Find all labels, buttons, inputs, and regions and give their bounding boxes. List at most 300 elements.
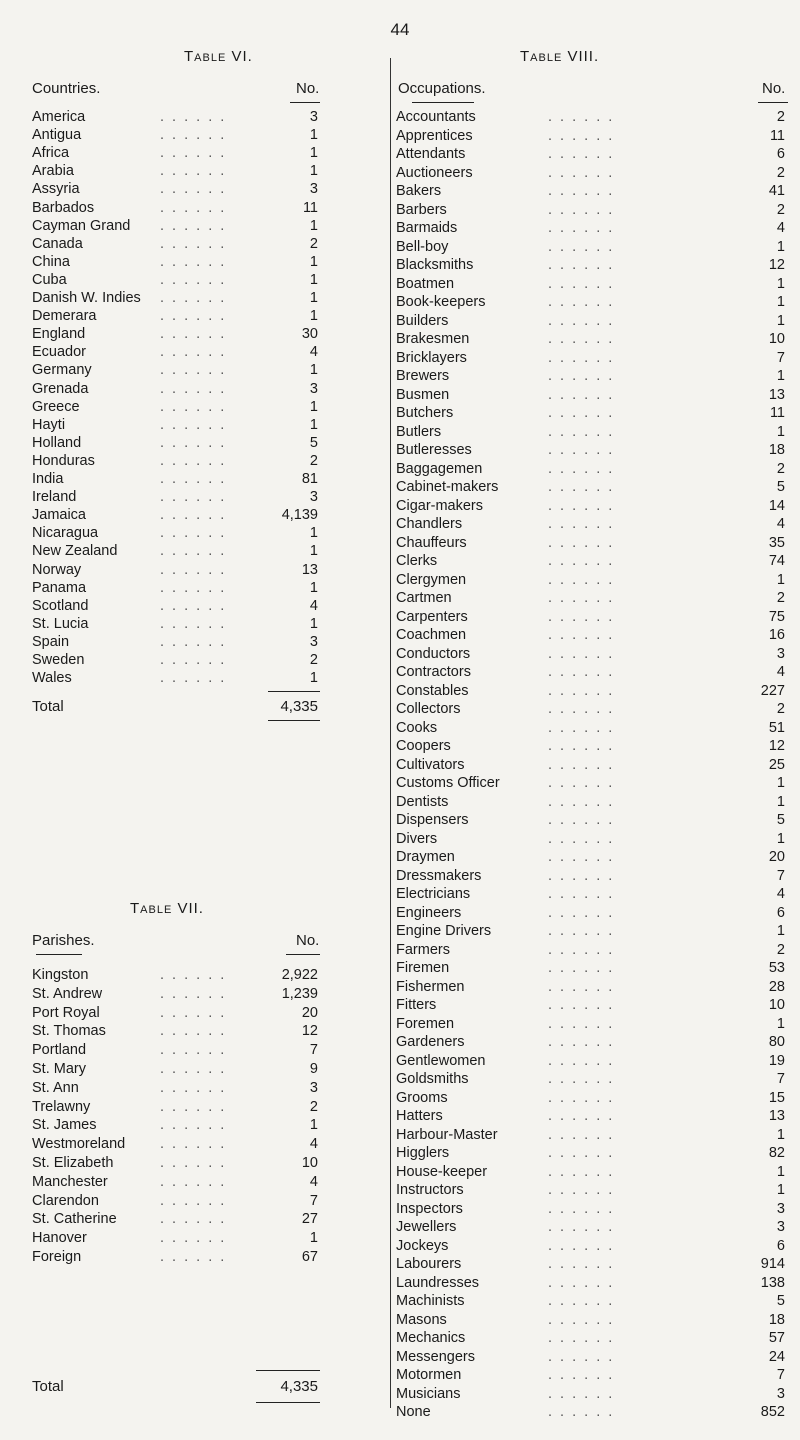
leader-dots: . . . . . . — [548, 275, 615, 292]
leader-dots: . . . . . . — [548, 978, 615, 995]
table8-title: Table VIII. — [520, 48, 600, 65]
row-value: 2 — [776, 109, 785, 125]
leader-dots: . . . . . . — [160, 163, 227, 180]
row-label: Hayti — [32, 416, 66, 433]
row-value: 2 — [309, 452, 318, 469]
table-row — [396, 145, 785, 163]
table-row — [396, 774, 785, 792]
row-label: Scotland — [32, 597, 89, 614]
leader-dots: . . . . . . — [160, 452, 227, 469]
table-row — [396, 404, 785, 422]
row-label: India — [32, 471, 64, 487]
leader-dots: . . . . . . — [548, 904, 615, 921]
table6-total-label: Total — [32, 698, 64, 715]
leader-dots: . . . . . . — [160, 1098, 227, 1115]
table-row — [32, 144, 318, 162]
leader-dots: . . . . . . — [160, 525, 227, 542]
table6-title: Table VI. — [184, 48, 253, 65]
row-value: 6 — [776, 1237, 785, 1254]
leader-dots: . . . . . . — [160, 507, 227, 524]
row-value: 1,239 — [281, 985, 318, 1002]
leader-dots: . . . . . . — [160, 1249, 227, 1265]
row-label: Builders — [396, 312, 449, 329]
row-label: America — [32, 109, 86, 125]
leader-dots: . . . . . . — [548, 793, 615, 810]
table-row — [396, 1237, 785, 1255]
leader-dots: . . . . . . — [160, 1061, 227, 1077]
table-row — [396, 1311, 785, 1329]
row-value: 81 — [301, 471, 318, 487]
row-label: Inspectors — [396, 1200, 463, 1217]
row-value: 13 — [768, 386, 785, 403]
leader-dots: . . . . . . — [548, 608, 615, 625]
table-row — [396, 978, 785, 996]
row-value: 1 — [309, 1230, 318, 1247]
row-value: 1 — [309, 543, 318, 560]
row-value: 4 — [309, 1136, 318, 1153]
table-row — [32, 966, 318, 984]
leader-dots: . . . . . . — [548, 423, 615, 440]
table-row — [396, 312, 785, 330]
table-row — [396, 1366, 785, 1384]
leader-dots: . . . . . . — [160, 615, 227, 632]
table-row — [32, 651, 318, 669]
table-row — [32, 325, 318, 343]
leader-dots: . . . . . . — [548, 257, 615, 273]
row-value: 2 — [309, 1098, 318, 1115]
row-value: 1 — [776, 238, 785, 255]
table-row — [32, 1229, 318, 1247]
leader-dots: . . . . . . — [548, 849, 615, 865]
row-label: Holland — [32, 434, 82, 451]
leader-dots: . . . . . . — [160, 597, 227, 614]
table-row — [396, 645, 785, 663]
leader-dots: . . . . . . — [548, 127, 615, 144]
row-label: New Zealand — [32, 543, 118, 560]
row-value: 1 — [309, 362, 318, 379]
row-label: Kingston — [32, 967, 89, 983]
row-value: 1 — [776, 1126, 785, 1143]
row-value: 4 — [309, 597, 318, 614]
table8-col-occupations: Occupations. — [398, 80, 486, 97]
leader-dots: . . . . . . — [548, 997, 615, 1013]
row-value: 6 — [776, 904, 785, 921]
table7-no-rule — [286, 954, 320, 955]
table-row — [32, 524, 318, 542]
table-row — [32, 488, 318, 506]
row-label: Africa — [32, 145, 70, 162]
table-row — [396, 885, 785, 903]
row-label: Apprentices — [396, 127, 473, 144]
row-label: Butleresses — [396, 442, 472, 458]
row-value: 1 — [309, 579, 318, 596]
leader-dots: . . . . . . — [548, 331, 615, 347]
leader-dots: . . . . . . — [160, 985, 227, 1002]
row-label: Conductors — [396, 645, 471, 662]
table6-col-countries: Countries. — [32, 80, 101, 97]
table-row — [32, 1192, 318, 1210]
row-label: Cabinet-makers — [396, 479, 499, 495]
leader-dots: . . . . . . — [548, 238, 615, 255]
leader-dots: . . . . . . — [160, 199, 227, 216]
leader-dots: . . . . . . — [160, 344, 227, 361]
row-label: Engineers — [396, 904, 462, 921]
row-value: 13 — [768, 1108, 785, 1124]
table6-total-rule-bottom — [268, 720, 320, 721]
row-label: Assyria — [32, 181, 80, 198]
row-label: Spain — [32, 633, 70, 650]
table-row — [32, 1210, 318, 1228]
leader-dots: . . . . . . — [548, 442, 615, 458]
row-label: Masons — [396, 1311, 447, 1328]
row-label: Mechanics — [396, 1330, 466, 1346]
table-row — [32, 633, 318, 651]
leader-dots: . . . . . . — [548, 497, 615, 514]
leader-dots: . . . . . . — [160, 308, 227, 325]
leader-dots: . . . . . . — [160, 181, 227, 198]
table-row — [396, 737, 785, 755]
row-label: Messengers — [396, 1348, 475, 1365]
leader-dots: . . . . . . — [548, 405, 615, 421]
table-row — [396, 996, 785, 1014]
row-value: 2 — [776, 941, 785, 958]
leader-dots: . . . . . . — [160, 1155, 227, 1171]
leader-dots: . . . . . . — [160, 652, 227, 668]
table-row — [32, 361, 318, 379]
table-row — [396, 848, 785, 866]
table-row — [32, 199, 318, 217]
leader-dots: . . . . . . — [548, 1237, 615, 1254]
leader-dots: . . . . . . — [548, 164, 615, 181]
leader-dots: . . . . . . — [548, 479, 615, 495]
row-value: 1 — [309, 163, 318, 180]
table-row — [32, 1041, 318, 1059]
table-row — [32, 1248, 318, 1266]
table-row — [396, 164, 785, 182]
table-row — [32, 1004, 318, 1022]
row-label: Wales — [32, 670, 72, 687]
leader-dots: . . . . . . — [160, 1079, 227, 1096]
row-value: 20 — [301, 1004, 318, 1021]
row-value: 25 — [768, 756, 785, 773]
row-value: 1 — [309, 308, 318, 325]
row-label: Baggagemen — [396, 460, 483, 477]
row-label: Grooms — [396, 1089, 448, 1106]
row-value: 1 — [309, 217, 318, 234]
table-row — [32, 1079, 318, 1097]
leader-dots: . . . . . . — [160, 109, 227, 125]
row-value: 3 — [776, 1219, 785, 1235]
row-label: Norway — [32, 561, 82, 578]
row-label: Gentlewomen — [396, 1052, 486, 1069]
row-label: Auctioneers — [396, 164, 473, 181]
leader-dots: . . . . . . — [160, 633, 227, 650]
table-row — [396, 367, 785, 385]
row-value: 2 — [776, 460, 785, 477]
leader-dots: . . . . . . — [548, 109, 615, 125]
row-label: Westmoreland — [32, 1136, 126, 1153]
row-label: Canada — [32, 235, 83, 252]
table-row — [396, 1070, 785, 1088]
row-value: 75 — [768, 608, 785, 625]
leader-dots: . . . . . . — [160, 253, 227, 270]
row-value: 20 — [768, 849, 785, 865]
table-row — [396, 700, 785, 718]
table-row — [396, 238, 785, 256]
leader-dots: . . . . . . — [160, 1136, 227, 1153]
row-label: Barbers — [396, 201, 447, 218]
table-row — [396, 626, 785, 644]
table-row — [32, 416, 318, 434]
table-row — [32, 506, 318, 524]
row-value: 12 — [768, 257, 785, 273]
row-value: 11 — [302, 199, 318, 216]
leader-dots: . . . . . . — [548, 516, 615, 532]
leader-dots: . . . . . . — [548, 460, 615, 477]
row-label: St. Lucia — [32, 615, 89, 632]
row-label: Brakesmen — [396, 331, 470, 347]
row-label: Coachmen — [396, 627, 467, 643]
leader-dots: . . . . . . — [548, 738, 615, 754]
leader-dots: . . . . . . — [548, 1330, 615, 1346]
row-label: Electricians — [396, 886, 471, 902]
row-value: 7 — [776, 349, 785, 366]
row-value: 3 — [776, 1200, 785, 1217]
row-label: House-keeper — [396, 1163, 488, 1180]
row-value: 1 — [309, 145, 318, 162]
row-label: Arabia — [32, 163, 74, 180]
table-row — [396, 1348, 785, 1366]
row-label: St. Elizabeth — [32, 1155, 114, 1171]
table-row — [396, 441, 785, 459]
table-row — [32, 162, 318, 180]
table8-occupations-rule — [412, 102, 474, 103]
leader-dots: . . . . . . — [160, 362, 227, 379]
leader-dots: . . . . . . — [548, 756, 615, 773]
row-label: Clerks — [396, 553, 438, 569]
table-row — [396, 127, 785, 145]
table-row — [396, 460, 785, 478]
row-label: Grenada — [32, 380, 89, 397]
leader-dots: . . . . . . — [160, 145, 227, 162]
table-row — [32, 289, 318, 307]
row-value: 1 — [309, 525, 318, 542]
table7-parishes-rule — [36, 954, 82, 955]
table-row — [32, 669, 318, 687]
table-row — [32, 108, 318, 126]
row-label: Foremen — [396, 1015, 455, 1032]
row-label: Bell-boy — [396, 238, 449, 255]
table-row — [396, 719, 785, 737]
leader-dots: . . . . . . — [160, 561, 227, 578]
table-row — [32, 307, 318, 325]
leader-dots: . . . . . . — [160, 670, 227, 687]
row-label: Collectors — [396, 701, 461, 717]
table-row — [32, 1173, 318, 1191]
row-label: Jamaica — [32, 507, 86, 524]
row-value: 3 — [309, 181, 318, 198]
row-value: 1 — [776, 423, 785, 440]
table-row — [396, 386, 785, 404]
row-value: 11 — [769, 405, 785, 421]
table-row — [396, 293, 785, 311]
leader-dots: . . . . . . — [548, 294, 615, 310]
row-label: Draymen — [396, 849, 455, 865]
table7-col-no: No. — [296, 932, 320, 949]
row-value: 3 — [309, 489, 318, 506]
leader-dots: . . . . . . — [548, 1293, 615, 1309]
leader-dots: . . . . . . — [160, 1023, 227, 1040]
row-value: 1 — [309, 271, 318, 288]
row-value: 15 — [768, 1089, 785, 1106]
table-row — [396, 867, 785, 885]
leader-dots: . . . . . . — [548, 1052, 615, 1069]
table-row — [396, 1181, 785, 1199]
table-row — [396, 1292, 785, 1310]
row-label: Jewellers — [396, 1219, 457, 1235]
row-label: Cultivators — [396, 756, 465, 773]
leader-dots: . . . . . . — [548, 1163, 615, 1180]
leader-dots: . . . . . . — [548, 775, 615, 791]
row-label: Trelawny — [32, 1098, 91, 1115]
row-value: 2 — [776, 590, 785, 606]
row-value: 914 — [760, 1256, 785, 1272]
row-label: Gardeners — [396, 1034, 465, 1050]
table-row — [396, 478, 785, 496]
row-label: Butchers — [396, 405, 454, 421]
row-label: Machinists — [396, 1293, 465, 1309]
row-value: 1 — [776, 275, 785, 292]
leader-dots: . . . . . . — [548, 812, 615, 828]
row-label: Higglers — [396, 1145, 450, 1161]
row-value: 24 — [768, 1348, 785, 1365]
row-label: Carpenters — [396, 608, 468, 625]
row-label: Barmaids — [396, 220, 458, 236]
leader-dots: . . . . . . — [548, 1367, 615, 1383]
table6-total-value: 4,335 — [280, 698, 318, 715]
row-value: 12 — [768, 738, 785, 754]
row-value: 1 — [309, 127, 318, 144]
row-label: Ecuador — [32, 344, 87, 361]
row-value: 57 — [768, 1330, 785, 1346]
leader-dots: . . . . . . — [160, 1117, 227, 1134]
leader-dots: . . . . . . — [160, 271, 227, 288]
row-value: 16 — [768, 627, 785, 643]
row-label: Harbour-Master — [396, 1126, 498, 1143]
table-row — [396, 1274, 785, 1292]
table8-no-rule — [758, 102, 788, 103]
leader-dots: . . . . . . — [548, 1348, 615, 1365]
table-row — [32, 235, 318, 253]
row-value: 80 — [768, 1034, 785, 1050]
leader-dots: . . . . . . — [548, 830, 615, 847]
row-value: 2 — [776, 701, 785, 717]
row-value: 7 — [309, 1042, 318, 1059]
row-value: 2,922 — [281, 967, 318, 983]
row-label: Farmers — [396, 941, 450, 958]
table-row — [32, 1060, 318, 1078]
row-label: Chandlers — [396, 516, 463, 532]
table-row — [396, 682, 785, 700]
row-label: Divers — [396, 830, 438, 847]
leader-dots: . . . . . . — [548, 701, 615, 717]
table-row — [396, 1218, 785, 1236]
row-value: 138 — [760, 1274, 785, 1291]
leader-dots: . . . . . . — [548, 1145, 615, 1161]
table-row — [396, 608, 785, 626]
leader-dots: . . . . . . — [548, 1034, 615, 1050]
leader-dots: . . . . . . — [160, 579, 227, 596]
table-row — [32, 380, 318, 398]
row-label: Butlers — [396, 423, 442, 440]
row-label: St. Andrew — [32, 985, 103, 1002]
leader-dots: . . . . . . — [548, 923, 615, 939]
row-value: 7 — [776, 1367, 785, 1383]
row-value: 1 — [776, 793, 785, 810]
row-value: 1 — [309, 416, 318, 433]
row-value: 10 — [768, 331, 785, 347]
table-row — [32, 1154, 318, 1172]
row-value: 1 — [309, 670, 318, 687]
table6-total-rule-top — [268, 691, 320, 692]
table-row — [396, 1089, 785, 1107]
table-row — [32, 217, 318, 235]
table-row — [396, 571, 785, 589]
table8-col-no: No. — [762, 80, 786, 97]
table-row — [396, 830, 785, 848]
row-value: 82 — [768, 1145, 785, 1161]
row-value: 5 — [776, 479, 785, 495]
table-row — [32, 126, 318, 144]
row-value: 4,139 — [281, 507, 318, 524]
row-value: 5 — [776, 1293, 785, 1309]
row-value: 11 — [769, 127, 785, 144]
table-row — [32, 597, 318, 615]
table-row — [32, 398, 318, 416]
row-label: Hatters — [396, 1108, 443, 1124]
leader-dots: . . . . . . — [160, 1173, 227, 1190]
leader-dots: . . . . . . — [548, 386, 615, 403]
column-divider — [390, 58, 391, 1408]
row-value: 3 — [309, 380, 318, 397]
row-value: 1 — [776, 571, 785, 588]
row-label: Honduras — [32, 452, 95, 469]
row-value: 4 — [776, 886, 785, 902]
table-row — [32, 434, 318, 452]
row-label: Sweden — [32, 652, 85, 668]
leader-dots: . . . . . . — [548, 1200, 615, 1217]
leader-dots: . . . . . . — [548, 886, 615, 902]
row-value: 3 — [309, 633, 318, 650]
leader-dots: . . . . . . — [160, 489, 227, 506]
leader-dots: . . . . . . — [160, 967, 227, 983]
row-value: 35 — [768, 534, 785, 551]
leader-dots: . . . . . . — [548, 1126, 615, 1143]
leader-dots: . . . . . . — [548, 1385, 615, 1402]
row-label: Clergymen — [396, 571, 467, 588]
row-label: Labourers — [396, 1256, 462, 1272]
row-value: 3 — [776, 1385, 785, 1402]
table-row — [396, 1107, 785, 1125]
leader-dots: . . . . . . — [548, 201, 615, 218]
table-row — [396, 219, 785, 237]
row-value: 1 — [309, 615, 318, 632]
row-label: Brewers — [396, 368, 450, 384]
leader-dots: . . . . . . — [160, 1004, 227, 1021]
table-row — [32, 542, 318, 560]
table7-col-parishes: Parishes. — [32, 932, 95, 949]
row-value: 2 — [776, 201, 785, 218]
